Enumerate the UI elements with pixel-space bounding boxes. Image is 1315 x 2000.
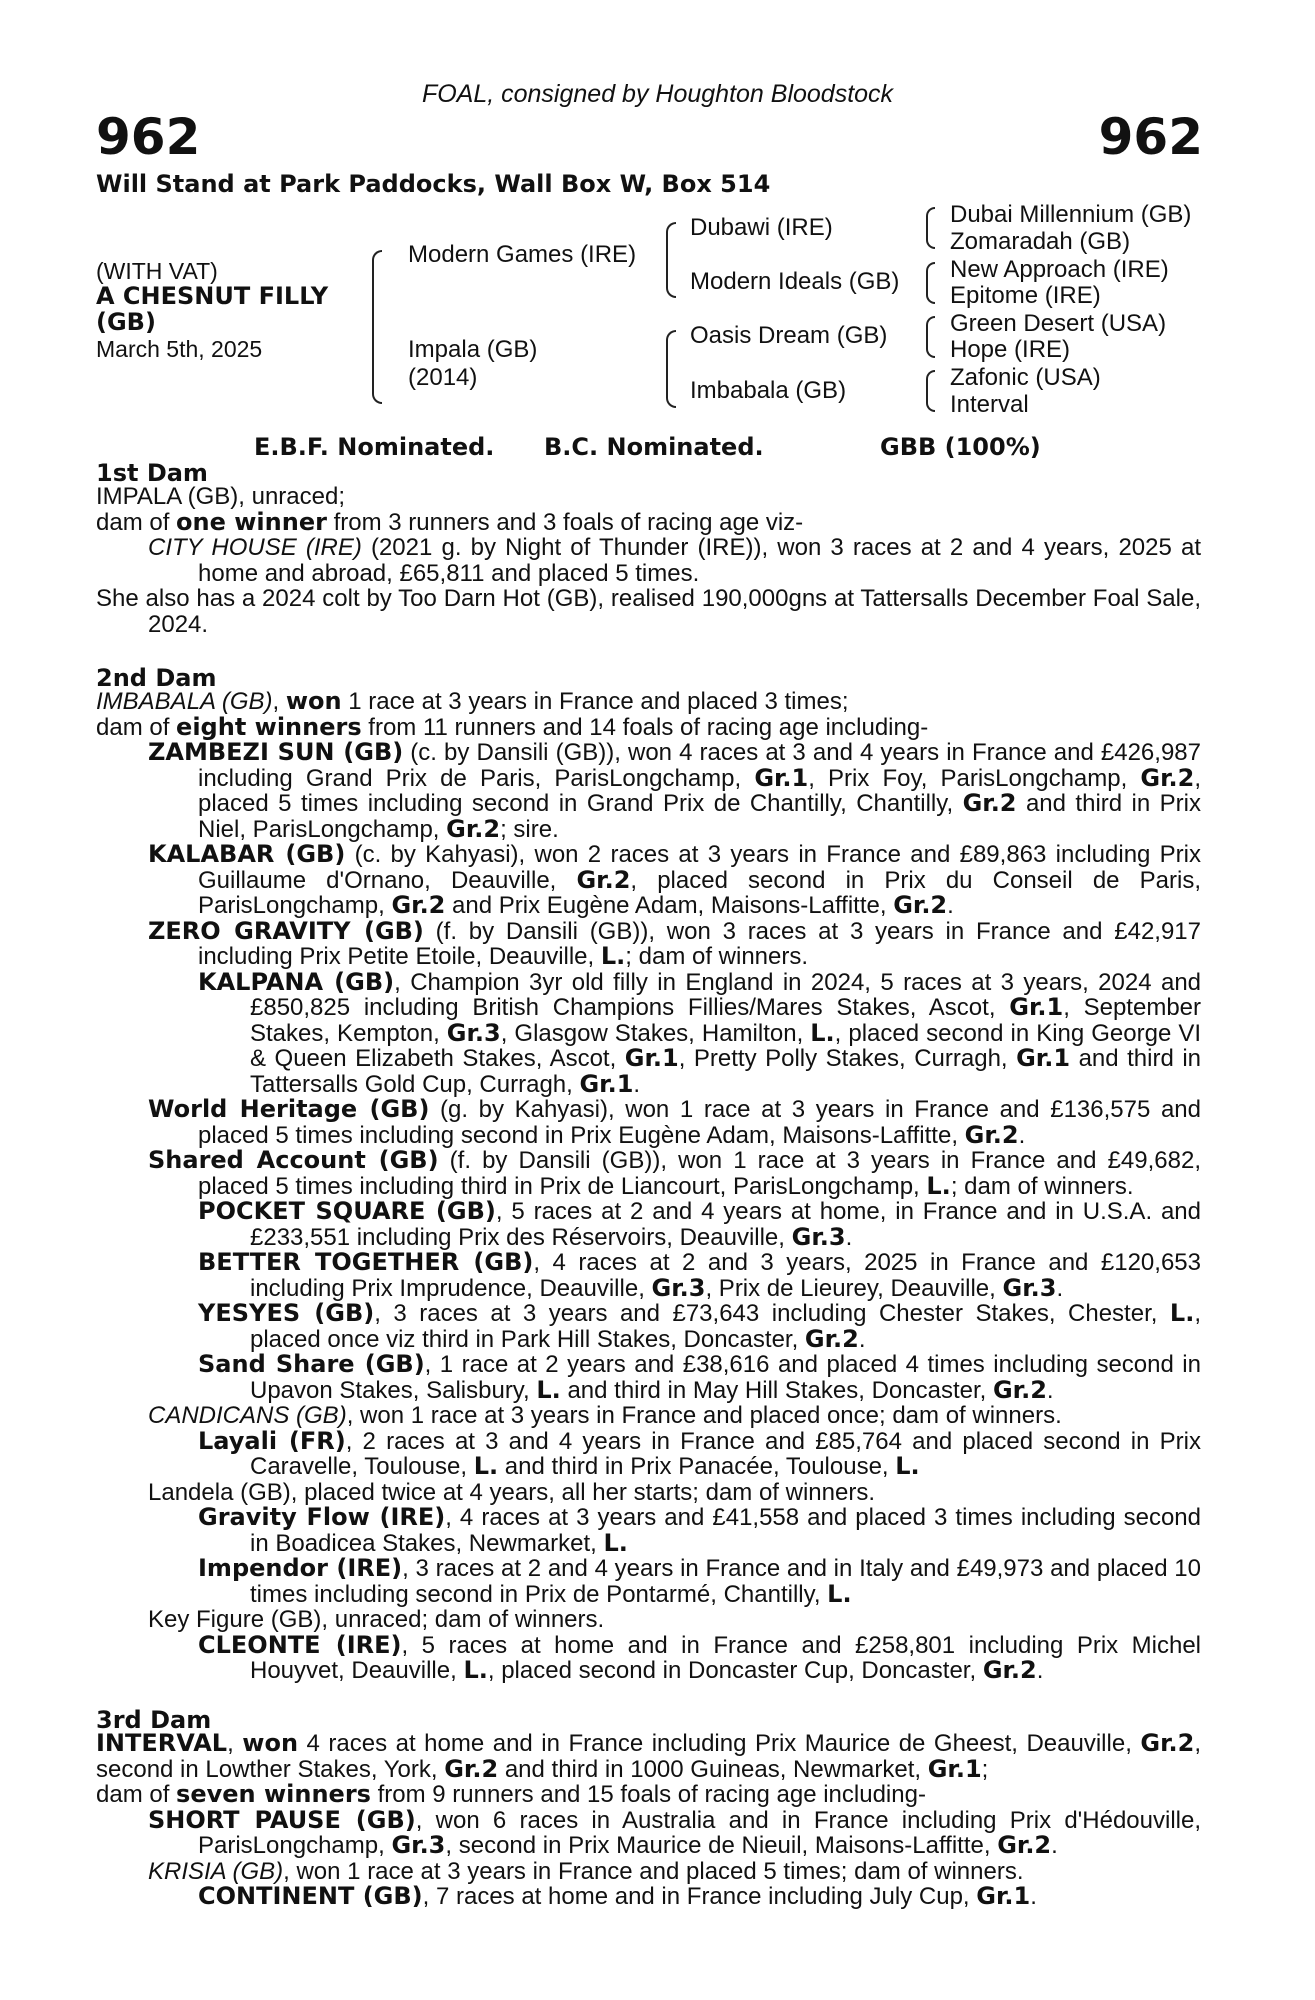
bc-nomination: B.C. Nominated.	[544, 433, 764, 461]
pedigree-brace-main	[372, 250, 382, 404]
foal-description: A CHESNUT FILLY	[96, 282, 329, 310]
foal-description-origin: (GB)	[96, 308, 156, 336]
pedigree-dss: Green Desert (USA)	[950, 310, 1167, 337]
progeny-candicans: CANDICANS (GB), won 1 race at 3 years in France and placed once; dam of winners.	[148, 1402, 1062, 1429]
pedigree-dam-sire: Oasis Dream (GB)	[690, 322, 888, 349]
pedigree-ddd: Interval	[950, 391, 1029, 418]
pedigree-brace-sire	[666, 222, 676, 298]
progeny-kalpana: KALPANA (GB), Champion 3yr old filly in England in 2024, 5 races at 3 years, 2024 and £850,825 including British Champions Fillies/Mares Stakes, Ascot, Gr.1, September Stakes, Kempton, Gr.3, Glasgow Stakes, Hamilton, L., placed second in King George VI & Queen Elizabeth Stakes, Ascot, Gr.1, Pretty Polly Stakes, Curragh, Gr.1 and third in Tattersalls Gold Cup, Curragh, Gr.1.	[198, 967, 1202, 1098]
pedigree-sds: New Approach (IRE)	[950, 256, 1169, 283]
pedigree-brace-ds	[926, 316, 935, 358]
vat-note: (WITH VAT)	[96, 258, 218, 284]
progeny-short-pause: SHORT PAUSE (GB), won 6 races in Australia and in France including Prix d'Hédouville, ParisLongchamp, Gr.3, second in Prix Maurice de Nieuil, Maisons-Laffitte, Gr.2.	[148, 1805, 1201, 1859]
progeny-shared-account: Shared Account (GB) (f. by Dansili (GB)), won 1 race at 3 years in France and £49,682, placed 5 times including third in Prix de Liancourt, ParisLongchamp, L.; dam of winners.	[148, 1146, 1201, 1200]
progeny-zero-gravity: ZERO GRAVITY (GB) (f. by Dansili (GB)), won 3 races at 3 years in France and £42,917 including Prix Petite Etoile, Deauville, L.; dam of winners.	[148, 916, 1201, 970]
pedigree-dds: Zafonic (USA)	[950, 364, 1101, 391]
progeny-yesyes: YESYES (GB), 3 races at 3 years and £73,643 including Chester Stakes, Chester, L., placed once viz third in Park Hill Stakes, Doncaster, Gr.2.	[198, 1299, 1201, 1353]
second-dam-section	[96, 689, 1201, 1684]
pedigree-dam: Impala (GB)	[408, 336, 538, 363]
second-dam-produce-summary: dam of eight winners from 11 runners and 14 foals of racing age including-	[96, 712, 929, 741]
first-dam-heading: 1st Dam	[96, 459, 208, 487]
pedigree-sss: Dubai Millennium (GB)	[950, 201, 1192, 228]
progeny-cleonte: CLEONTE (IRE), 5 races at home and in France and £258,801 including Prix Michel Houyvet, Deauville, L., placed second in Doncaster Cup, Doncaster, Gr.2.	[198, 1630, 1201, 1684]
progeny-landela: Landela (GB), placed twice at 4 years, all her starts; dam of winners.	[148, 1478, 875, 1506]
progeny-krisia: KRISIA (GB), won 1 race at 3 years in France and placed 5 times; dam of winners.	[148, 1857, 1024, 1885]
third-dam-produce-summary: dam of seven winners from 9 runners and 15 foals of racing age including-	[96, 1780, 926, 1808]
pedigree-sire: Modern Games (IRE)	[408, 241, 637, 268]
first-dam-produce-summary: dam of one winner from 3 runners and 3 foals of racing age viz-	[96, 507, 804, 536]
pedigree-sdd: Epitome (IRE)	[950, 282, 1101, 309]
foal-dob: March 5th, 2025	[96, 336, 263, 362]
progeny-zambezi-sun: ZAMBEZI SUN (GB) (c. by Dansili (GB)), won 4 races at 3 and 4 years in France and £426,987 including Grand Prix de Paris, ParisLongchamp, Gr.1, Prix Foy, ParisLongchamp, Gr.2, placed 5 times including second in Grand Prix de Chantilly, Chantilly, Gr.2 and third in Prix Niel, ParisLongchamp, Gr.2; sire.	[148, 738, 1202, 843]
progeny-world-heritage: World Heritage (GB) (g. by Kahyasi), won 1 race at 3 years in France and £136,575 and placed 5 times including second in Prix Eugène Adam, Maisons-Laffitte, Gr.2.	[148, 1095, 1201, 1149]
consignor-line: FOAL, consigned by Houghton Bloodstock	[421, 80, 894, 108]
pedigree-sire-dam: Modern Ideals (GB)	[690, 268, 900, 295]
first-dam-also-note: She also has a 2024 colt by Too Darn Hot (GB), realised 190,000gns at Tattersalls December Foal Sale, 2024.	[96, 585, 1201, 638]
third-dam-section	[96, 1731, 1201, 1910]
first-dam-progeny: CITY HOUSE (IRE) (2021 g. by Night of Thunder (IRE)), won 3 races at 2 and 4 years, 2025 at home and abroad, £65,811 and placed 5 times.	[148, 534, 1201, 587]
first-dam-name: IMPALA (GB), unraced;	[96, 483, 345, 510]
progeny-layali: Layali (FR), 2 races at 3 and 4 years in France and £85,764 and placed second in Prix Caravelle, Toulouse, L. and third in Prix Panacée, Toulouse, L.	[198, 1426, 1201, 1480]
third-dam-heading: 3rd Dam	[96, 1706, 212, 1734]
pedigree-brace-sd	[926, 262, 935, 304]
gbb-rating: GBB (100%)	[880, 433, 1041, 461]
progeny-key-figure: Key Figure (GB), unraced; dam of winners.	[148, 1606, 605, 1633]
second-dam-heading: 2nd Dam	[96, 664, 217, 692]
pedigree-brace-dd	[926, 370, 935, 412]
second-dam-name: IMBABALA (GB), won 1 race at 3 years in France and placed 3 times;	[96, 687, 849, 715]
progeny-continent: CONTINENT (GB), 7 races at home and in France including July Cup, Gr.1.	[198, 1882, 1037, 1910]
progeny-pocket-square: POCKET SQUARE (GB), 5 races at 2 and 4 years at home, in France and in U.S.A. and £233,551 including Prix des Réservoirs, Deauville, Gr.3.	[198, 1197, 1202, 1251]
pedigree-brace-ss	[926, 207, 935, 249]
progeny-better-together: BETTER TOGETHER (GB), 4 races at 2 and 3 years, 2025 in France and £120,653 including Prix Imprudence, Deauville, Gr.3, Prix de Lieurey, Deauville, Gr.3.	[198, 1248, 1201, 1302]
lot-number-right: 962	[1098, 108, 1203, 166]
third-dam-name: INTERVAL, won 4 races at home and in France including Prix Maurice de Gheest, Deauville, Gr.2, second in Lowther Stakes, York, Gr.2 and third in 1000 Guineas, Newmarket, Gr.1;	[96, 1729, 1201, 1783]
progeny-sand-share: Sand Share (GB), 1 race at 2 years and £38,616 and placed 4 times including second in Upavon Stakes, Salisbury, L. and third in May Hill Stakes, Doncaster, Gr.2.	[198, 1350, 1201, 1404]
progeny-gravity-flow: Gravity Flow (IRE), 4 races at 3 years and £41,558 and placed 3 times including second in Boadicea Stakes, Newmarket, L.	[198, 1503, 1202, 1557]
first-dam-section	[96, 484, 1201, 637]
pedigree-ssd: Zomaradah (GB)	[950, 228, 1131, 255]
pedigree-sire-sire: Dubawi (IRE)	[690, 214, 833, 241]
pedigree-dam-year: (2014)	[408, 364, 478, 391]
pedigree-brace-dam	[666, 330, 676, 408]
stabling-info: Will Stand at Park Paddocks, Wall Box W, Box 514	[96, 170, 771, 198]
ebf-nomination: E.B.F. Nominated.	[254, 433, 495, 461]
progeny-kalabar: KALABAR (GB) (c. by Kahyasi), won 2 races at 3 years in France and £89,863 including Prix Guillaume d'Ornano, Deauville, Gr.2, placed second in Prix du Conseil de Paris, ParisLongchamp, Gr.2 and Prix Eugène Adam, Maisons-Laffitte, Gr.2.	[148, 840, 1202, 919]
pedigree-dsd: Hope (IRE)	[950, 336, 1071, 363]
lot-number-left: 962	[96, 108, 201, 166]
progeny-impendor: Impendor (IRE), 3 races at 2 and 4 years in France and in Italy and £49,973 and placed 10 times including second in Prix de Pontarmé, Chantilly, L.	[198, 1554, 1201, 1608]
pedigree-dam-dam: Imbabala (GB)	[690, 377, 847, 404]
